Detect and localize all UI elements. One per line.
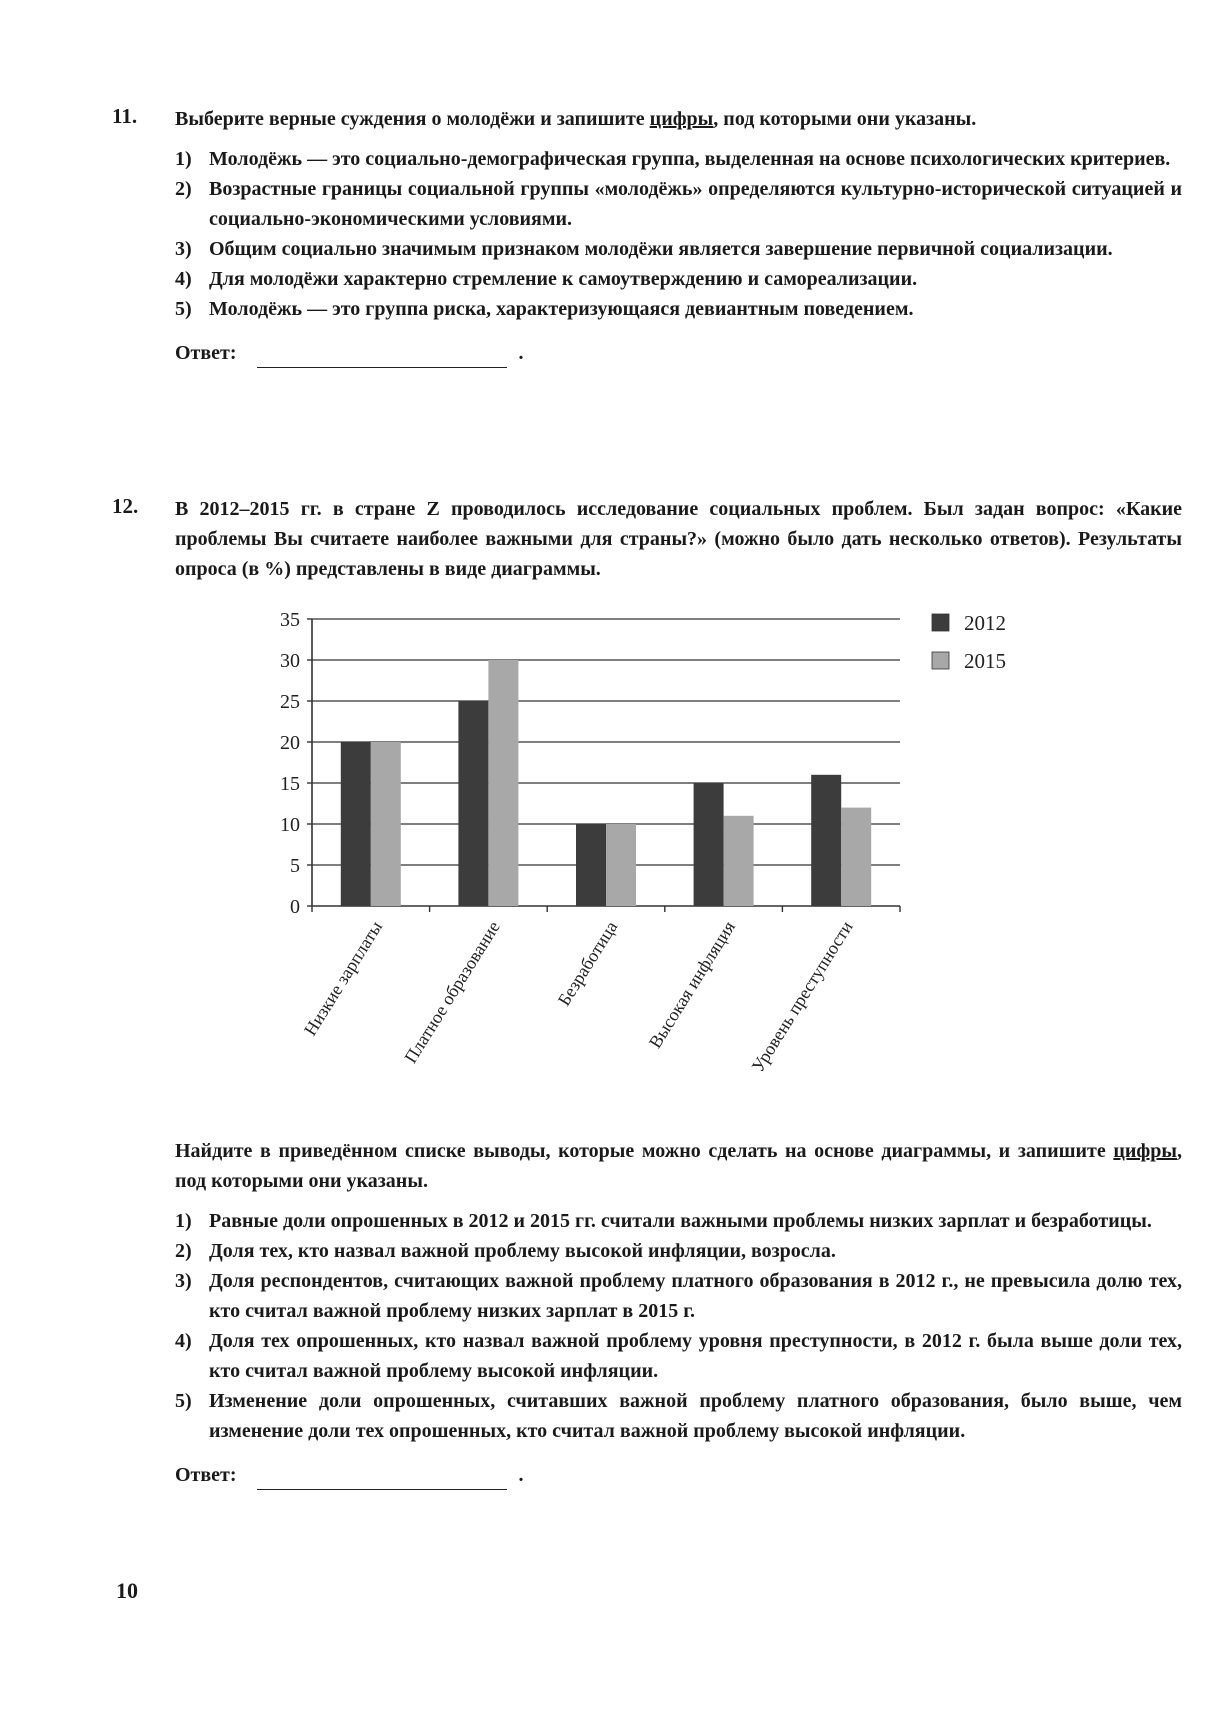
- answer-label: Ответ:: [175, 1464, 237, 1486]
- task-number: 11.: [112, 104, 138, 128]
- task-prompt: Выберите верные суждения о молодёжи и запишите цифры, под которыми они указаны.: [175, 108, 977, 130]
- y-tick-label: 35: [280, 609, 300, 631]
- emphasis-digits: цифры: [649, 108, 714, 130]
- option-item: 5) Изменение доли опрошенных, считавших важной проблему платного образования, было выше, чем изменение доли тех опрошенных, кто считал важной проблему высокой инфляции.: [175, 1390, 1182, 1442]
- task-intro: В 2012–2015 гг. в стране Z проводилось исследование социальных проблем. Был задан вопрос: «Какие проблемы Вы считаете наиболее важными для страны?» (можно было дать несколько ответов). Результаты опроса (в %) представлены в виде диаграммы.: [175, 498, 1182, 580]
- task-11: [112, 104, 1182, 368]
- x-tick-label: Безработица: [553, 917, 622, 1010]
- option-item: 2) Возрастные границы социальной группы «молодёжь» определяются культурно-исторической ситуацией и социально-экономическими условиями.: [175, 178, 1182, 230]
- option-item: 2) Доля тех, кто назвал важной проблему высокой инфляции, возросла.: [175, 1240, 836, 1262]
- bar-2015: [606, 824, 636, 906]
- bar-2012: [458, 701, 488, 906]
- chart-svg: [240, 600, 1120, 1120]
- legend-swatch-2012: [932, 614, 949, 631]
- legend-label: 2015: [964, 649, 1006, 673]
- answer-row: Ответ: .: [175, 1460, 1182, 1490]
- option-item: 1) Молодёжь — это социально-демографическая группа, выделенная на основе психологических критериев.: [175, 148, 1171, 170]
- x-tick-label: Платное образование: [400, 917, 504, 1067]
- y-tick-label: 10: [280, 814, 300, 836]
- y-tick-label: 0: [290, 896, 300, 918]
- answer-label: Ответ:: [175, 342, 237, 364]
- option-item: 5) Молодёжь — это группа риска, характеризующаяся девиантным поведением.: [175, 298, 914, 320]
- option-item: 3) Общим социально значимым признаком молодёжи является завершение первичной социализации.: [175, 238, 1113, 260]
- bar-2012: [341, 742, 371, 906]
- options-list: [175, 144, 1182, 324]
- x-tick-label: Уровень преступности: [747, 917, 857, 1076]
- bar-2012: [694, 783, 724, 906]
- task-number: 12.: [112, 494, 139, 518]
- y-tick-label: 30: [280, 650, 300, 672]
- y-tick-label: 15: [280, 773, 300, 795]
- legend-swatch-2015: [932, 652, 949, 669]
- y-tick-label: 20: [280, 732, 300, 754]
- y-tick-label: 25: [280, 691, 300, 713]
- y-tick-label: 5: [290, 855, 300, 877]
- answer-row: Ответ: .: [175, 338, 1182, 368]
- option-item: 4) Для молодёжи характерно стремление к самоутверждению и самореализации.: [175, 268, 918, 290]
- bar-2015: [371, 742, 401, 906]
- options-list: [175, 1206, 1182, 1446]
- x-tick-label: Высокая инфляция: [644, 917, 739, 1052]
- bar-2015: [724, 816, 754, 906]
- task-12-questions: [112, 1136, 1182, 1490]
- bar-2015: [841, 808, 871, 906]
- bar-chart: [240, 600, 1120, 1120]
- option-item: 4) Доля тех опрошенных, кто назвал важной проблему уровня преступности, в 2012 г. была выше доли тех, кто считал важной проблему высокой инфляции.: [175, 1330, 1182, 1382]
- page-number: 10: [116, 1578, 138, 1603]
- task-prompt: Найдите в приведённом списке выводы, которые можно сделать на основе диаграммы, и запишите цифры, под которыми они указаны.: [175, 1140, 1182, 1192]
- emphasis-digits: цифры: [1113, 1140, 1177, 1162]
- task-12: [112, 494, 1182, 584]
- option-item: 1) Равные доли опрошенных в 2012 и 2015 гг. считали важными проблемы низких зарплат и безработицы.: [175, 1210, 1152, 1232]
- bar-2012: [811, 775, 841, 906]
- answer-field[interactable]: [257, 1469, 507, 1490]
- x-tick-label: Низкие зарплаты: [299, 917, 387, 1040]
- bar-2012: [576, 824, 606, 906]
- answer-field[interactable]: [257, 347, 507, 368]
- option-item: 3) Доля респондентов, считающих важной проблему платного образования в 2012 г., не превысила долю тех, кто считал важной проблему низких зарплат в 2015 г.: [175, 1270, 1182, 1322]
- bar-2015: [488, 660, 518, 906]
- legend-label: 2012: [964, 611, 1006, 635]
